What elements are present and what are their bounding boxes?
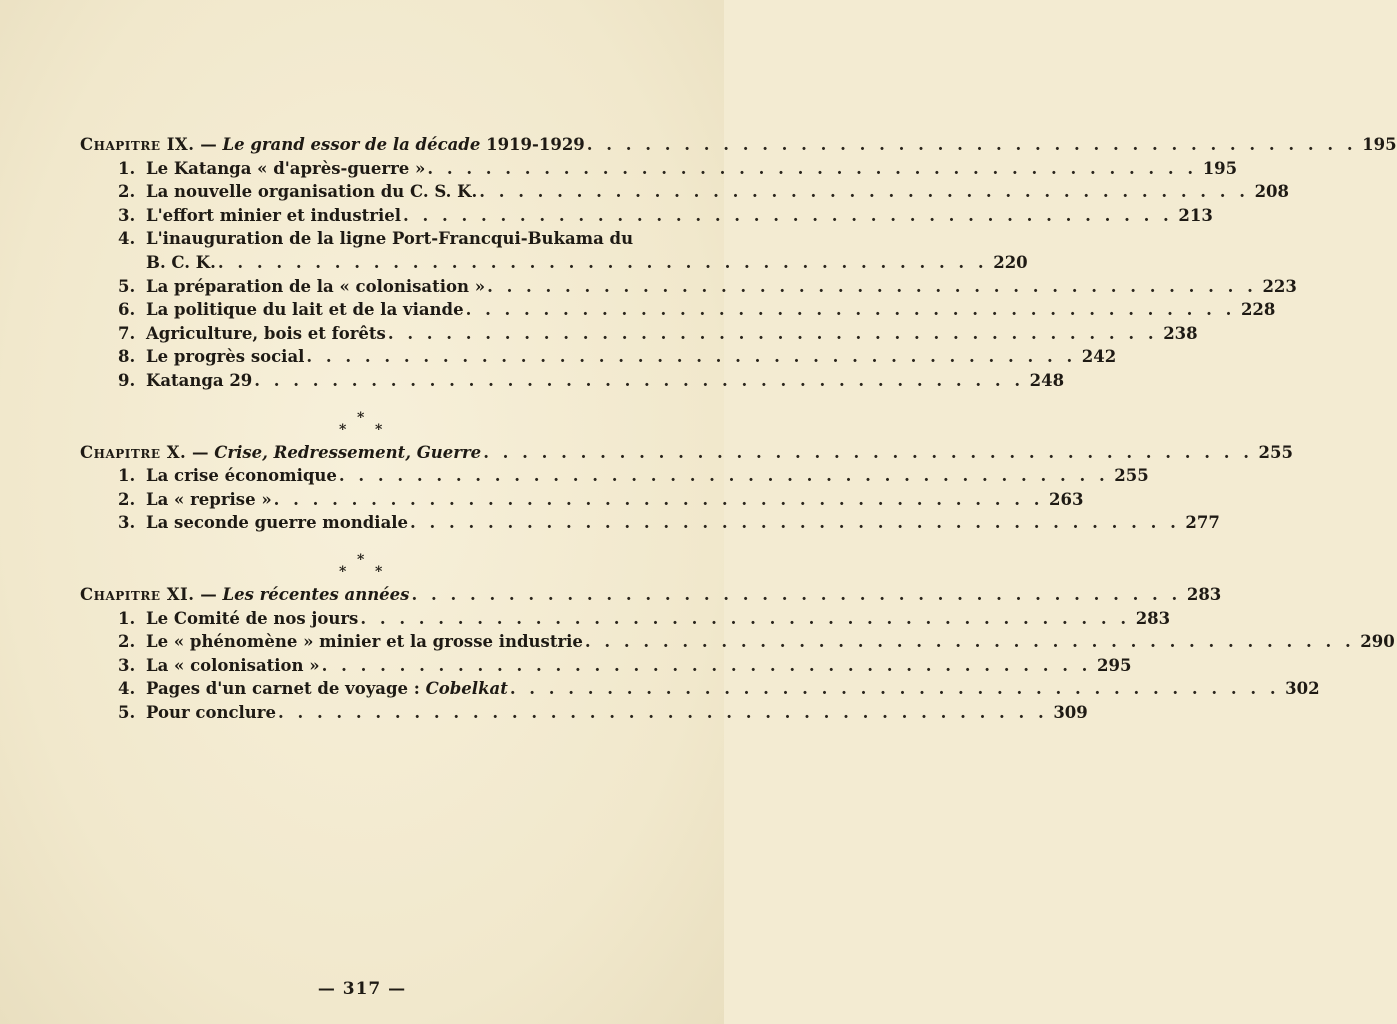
chapter-x [80, 441, 1293, 535]
item-number: 5. [118, 276, 136, 296]
item-number: 3. [118, 655, 136, 675]
page-number: 283 [1135, 608, 1171, 628]
item-number: 7. [118, 323, 136, 343]
chapter-dash: — [192, 442, 209, 462]
dot-leader: . . . . . . . . . . . . . . . . . . . . . . . . . . . . . . . . . . . . . . . . [410, 513, 1180, 533]
toc-item [80, 654, 1132, 678]
dot-leader: . . . . . . . . . . . . . . . . . . . . . . . . . . . . . . . . . . . . . . . . [586, 135, 1357, 154]
toc-item-continuation [80, 251, 1028, 275]
toc-item [80, 275, 1297, 299]
chapter-subject: Le grand essor de la décade [222, 135, 481, 154]
chapter-title [80, 441, 481, 465]
separator-star: * [357, 409, 365, 426]
item-title: Pages d'un carnet de voyage : [146, 679, 420, 699]
dot-leader: . . . . . . . . . . . . . . . . . . . . . . . . . . . . . . . . . . . . . . . . [411, 584, 1182, 604]
dot-leader: . . . . . . . . . . . . . . . . . . . . . . . . . . . . . . . . . . . . . . . . [584, 632, 1355, 652]
dot-leader: . . . . . . . . . . . . . . . . . . . . . . . . . . . . . . . . . . . . . . . . [217, 252, 988, 272]
item-title: Le Katanga « d'après-guerre » [146, 158, 426, 178]
item-title: Katanga 29 [146, 370, 253, 390]
item-title: Le « phénomène » minier et la grosse industrie [146, 632, 583, 652]
page-number: 290 [1360, 632, 1395, 652]
chapter-years: 1919-1929 [486, 135, 585, 154]
page-number: 228 [1240, 300, 1276, 320]
dot-leader: . . . . . . . . . . . . . . . . . . . . . . . . . . . . . . . . . . . . . . . . [306, 347, 1077, 367]
toc-item [80, 227, 642, 251]
chapter-label: Chapitre IX. [80, 135, 195, 154]
item-number: 5. [118, 702, 136, 722]
item-title: La seconde guerre mondiale [146, 513, 409, 533]
toc-item [80, 298, 1276, 322]
toc-item [80, 464, 1149, 488]
page-number: 277 [1185, 513, 1220, 533]
item-number: 8. [118, 347, 136, 367]
item-title: La nouvelle organisation du C. S. K. [146, 182, 478, 202]
page-number: 255 [1258, 442, 1293, 462]
page-number: 195 [1362, 135, 1397, 154]
toc-item [80, 204, 1213, 228]
page-number: 220 [993, 252, 1028, 272]
item-number: 1. [118, 466, 136, 486]
page-number: 302 [1285, 679, 1320, 699]
item-number: 3. [118, 513, 136, 533]
item-title: Pour conclure [146, 702, 276, 722]
dot-leader: . . . . . . . . . . . . . . . . . . . . . . . . . . . . . . . . . . . . . . . . [254, 370, 1025, 390]
chapter-subject: Crise, Redressement, Guerre [214, 442, 482, 462]
page-folio: — 317 — [317, 979, 407, 999]
item-number: 1. [118, 158, 136, 178]
separator-star: * [339, 563, 347, 580]
toc-item [80, 630, 1395, 654]
item-number: 2. [118, 489, 136, 509]
section-separator [80, 535, 642, 583]
chapter-heading [80, 441, 1293, 465]
dot-leader: . . . . . . . . . . . . . . . . . . . . . . . . . . . . . . . . . . . . . . . . [403, 205, 1173, 225]
toc-item [80, 677, 1320, 701]
dot-leader: . . . . . . . . . . . . . . . . . . . . . . . . . . . . . . . . . . . . . . . . [321, 655, 1092, 675]
chapter-title [80, 133, 585, 157]
item-title: La crise économique [146, 466, 337, 486]
chapter-heading [80, 583, 1222, 607]
page-number: 195 [1202, 158, 1238, 178]
item-number: 6. [118, 300, 136, 320]
separator-star: * [375, 421, 383, 438]
item-title: La préparation de la « colonisation » [146, 276, 486, 296]
item-number: 9. [118, 370, 136, 390]
chapter-xi [80, 583, 1395, 725]
chapter-dash: — [200, 135, 217, 154]
item-number: 3. [118, 205, 136, 225]
page-number: 263 [1049, 489, 1084, 509]
page-number: 309 [1053, 702, 1088, 722]
page-number: 248 [1029, 370, 1065, 390]
dot-leader: . . . . . . . . . . . . . . . . . . . . . . . . . . . . . . . . . . . . . . . . [483, 442, 1253, 462]
page-number: 295 [1096, 655, 1132, 675]
toc-item [80, 701, 1088, 725]
separator-star: * [339, 421, 347, 438]
dot-leader: . . . . . . . . . . . . . . . . . . . . . . . . . . . . . . . . . . . . . . . . [427, 158, 1198, 178]
chapter-label: Chapitre XI. [80, 584, 195, 604]
item-title: Le progrès social [146, 347, 305, 367]
dot-leader: . . . . . . . . . . . . . . . . . . . . . . . . . . . . . . . . . . . . . . . . [387, 323, 1158, 343]
section-separator [80, 393, 642, 441]
page-number: 283 [1186, 584, 1222, 604]
dot-leader: . . . . . . . . . . . . . . . . . . . . . . . . . . . . . . . . . . . . . . . . [487, 276, 1257, 296]
toc-item [80, 157, 1238, 181]
dot-leader: . . . . . . . . . . . . . . . . . . . . . . . . . . . . . . . . . . . . . . . . [509, 679, 1280, 699]
item-title-italic: Cobelkat [425, 679, 508, 699]
toc-item [80, 345, 1117, 369]
chapter-ix [80, 133, 1397, 393]
toc-item [80, 322, 1198, 346]
item-number: 4. [118, 679, 136, 699]
chapter-subject: Les récentes années [222, 584, 410, 604]
dot-leader: . . . . . . . . . . . . . . . . . . . . . . . . . . . . . . . . . . . . . . . . [273, 489, 1044, 509]
item-title-continuation: B. C. K. [146, 252, 216, 272]
item-title: L'effort minier et industriel [146, 205, 401, 225]
separator-star: * [357, 551, 365, 568]
page-number: 242 [1081, 347, 1117, 367]
dot-leader: . . . . . . . . . . . . . . . . . . . . . . . . . . . . . . . . . . . . . . . . [338, 466, 1109, 486]
chapter-dash: — [200, 584, 217, 604]
page-number: 238 [1163, 323, 1198, 343]
item-number: 2. [118, 632, 136, 652]
separator-star: * [375, 563, 383, 580]
chapter-title [80, 583, 409, 607]
toc-item [80, 607, 1171, 631]
item-title: La « colonisation » [146, 655, 320, 675]
item-title: La politique du lait et de la viande [146, 300, 464, 320]
toc-item [80, 511, 1220, 535]
item-number: 1. [118, 608, 136, 628]
dot-leader: . . . . . . . . . . . . . . . . . . . . . . . . . . . . . . . . . . . . . . . . [360, 608, 1131, 628]
dot-leader: . . . . . . . . . . . . . . . . . . . . . . . . . . . . . . . . . . . . . . . . [479, 182, 1250, 202]
table-of-contents [80, 133, 1397, 724]
item-title: Le Comité de nos jours [146, 608, 359, 628]
toc-item [80, 488, 1084, 512]
item-title: La « reprise » [146, 489, 272, 509]
item-number: 2. [118, 182, 136, 202]
page-number: 213 [1178, 205, 1213, 225]
chapter-label: Chapitre X. [80, 442, 187, 462]
page-number: 223 [1262, 276, 1297, 296]
toc-item [80, 369, 1065, 393]
item-title: L'inauguration de la ligne Port-Francqui-Bukama du [146, 229, 634, 249]
page-number: 208 [1254, 182, 1290, 202]
page-number: 255 [1114, 466, 1149, 486]
dot-leader: . . . . . . . . . . . . . . . . . . . . . . . . . . . . . . . . . . . . . . . . [465, 300, 1236, 320]
chapter-heading [80, 133, 1397, 157]
toc-item [80, 180, 1290, 204]
item-title: Agriculture, bois et forêts [146, 323, 386, 343]
dot-leader: . . . . . . . . . . . . . . . . . . . . . . . . . . . . . . . . . . . . . . . . [277, 702, 1048, 722]
item-number: 4. [118, 229, 136, 249]
